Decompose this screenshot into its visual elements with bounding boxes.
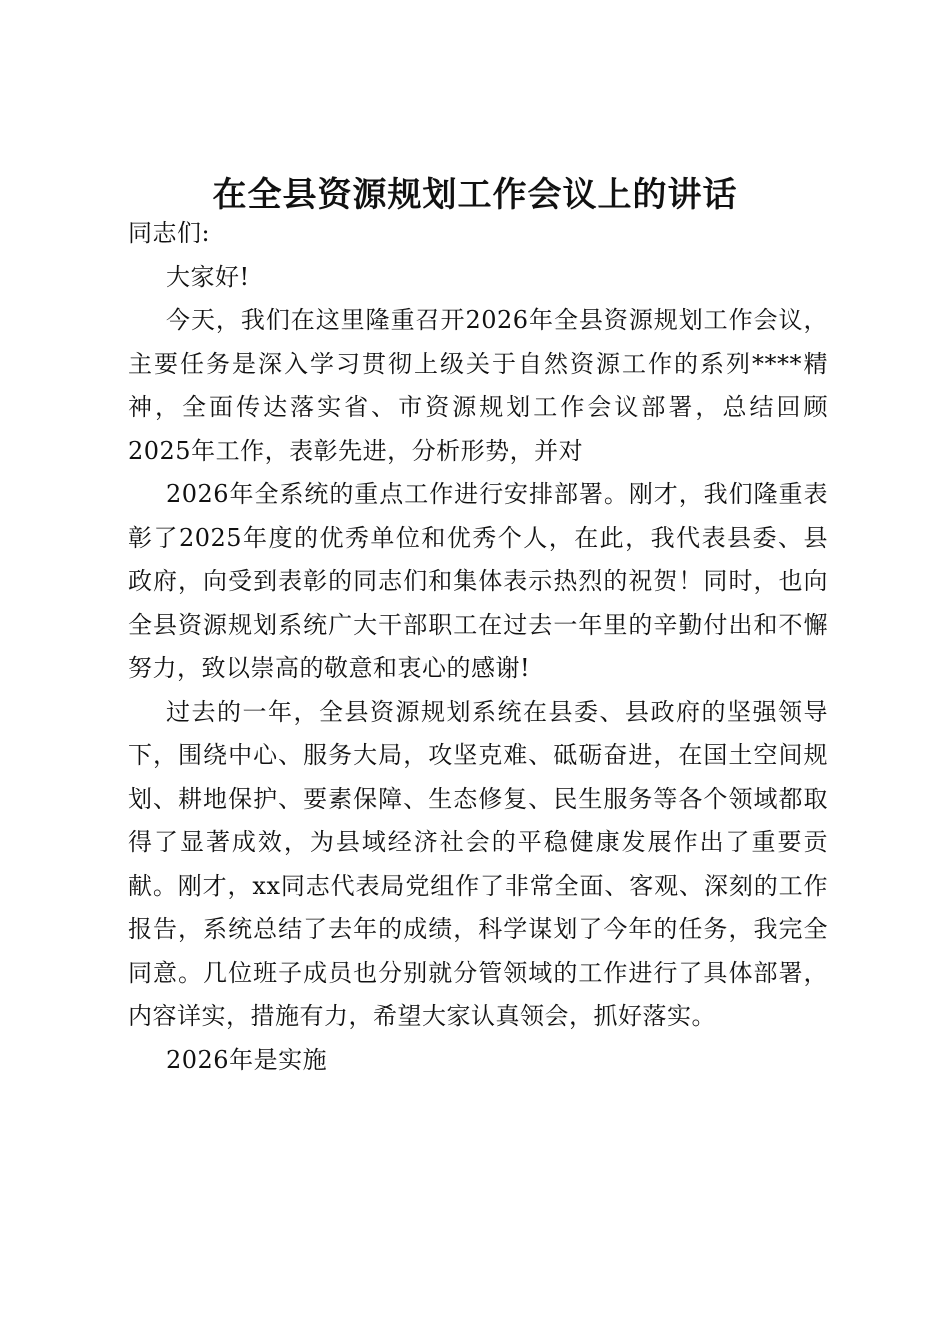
document-title: 在全县资源规划工作会议上的讲话 [212,175,738,215]
paragraph-opening: 今天，我们在这里隆重召开2026年全县资源规划工作会议，主要任务是深入学习贯彻上级关于自然资源工作的系列****精神，全面传达落实省、市资源规划工作会议部署，总结回顾2025年工作，表彰先进，分析形势，并对 [128,306,828,465]
paragraph-review: 过去的一年，全县资源规划系统在县委、县政府的坚强领导下，围绕中心、服务大局，攻坚克难、砥砺奋进，在国土空间规划、耕地保护、要素保障、生态修复、民生服务等各个领域都取得了显著成效，为县域经济社会的平稳健康发展作出了重要贡献。刚才，xx同志代表局党组作了非常全面、客观、深刻的工作报告，系统总结了去年的成绩，科学谋划了今年的任务，我完全同意。几位班子成员也分别就分管领域的工作进行了具体部署，内容详实，措施有力，希望大家认真领会，抓好落实。 [128,697,828,1030]
document-body [128,212,828,1082]
paragraph-continuation: 2026年是实施 [166,1045,328,1074]
salutation: 同志们: [128,219,211,247]
paragraph-greeting: 大家好! [166,262,250,291]
paragraph-commendation: 2026年全系统的重点工作进行安排部署。刚才，我们隆重表彰了2025年度的优秀单位和优秀个人，在此，我代表县委、县政府，向受到表彰的同志们和集体表示热烈的祝贺！同时，也向全县资源规划系统广大干部职工在过去一年里的辛勤付出和不懈努力，致以崇高的敬意和衷心的感谢! [128,480,828,682]
